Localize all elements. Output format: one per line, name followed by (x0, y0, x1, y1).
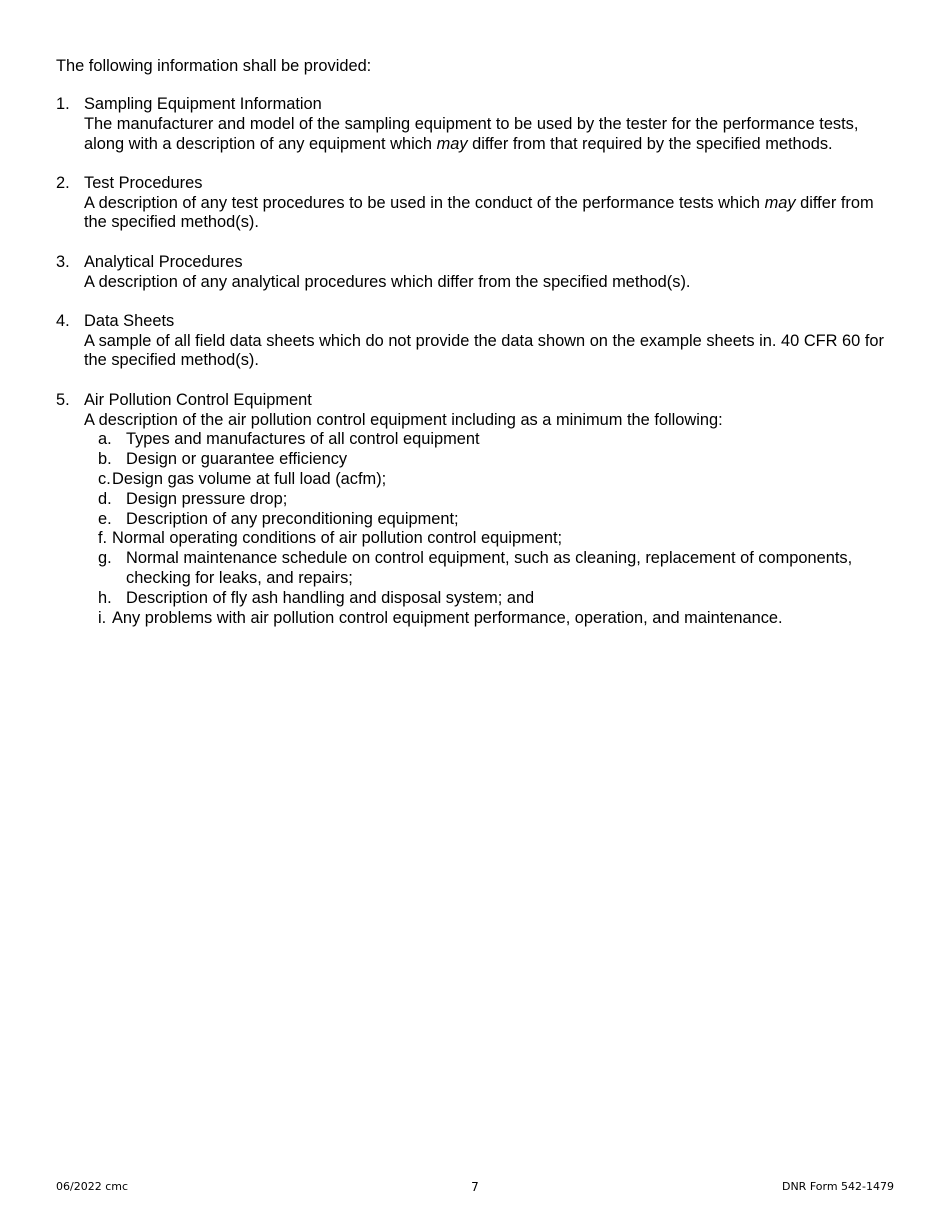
item-title: Data Sheets (84, 311, 175, 330)
sub-item-text: Any problems with air pollution control equipment performance, operation, and maintenance. (112, 608, 783, 627)
list-item (56, 312, 896, 371)
list-item (56, 95, 896, 154)
item-description (84, 194, 896, 234)
sub-item-letter: c. (98, 469, 111, 488)
description-text: A description of any analytical procedures which differ from the specified method(s). (84, 272, 691, 291)
sub-item-text: Description of fly ash handling and disposal system; and (126, 588, 535, 607)
requirements-list (56, 95, 896, 628)
sub-list-item (98, 609, 896, 629)
description-text: The manufacturer and model of the sampling equipment to be used by the tester for the performance tests, along with a description of any equipment which (84, 114, 859, 153)
list-item (56, 174, 896, 233)
page-number: 7 (471, 1180, 479, 1194)
sub-item-letter: h. (98, 588, 112, 607)
sub-list-item (98, 589, 896, 609)
sub-item-text: Normal maintenance schedule on control equipment, such as cleaning, replacement of components, checking for leaks, and repairs; (126, 549, 853, 587)
sub-list-item (98, 549, 896, 589)
item-description (84, 332, 896, 372)
item-title: Analytical Procedures (84, 252, 243, 271)
emphasis-text: may (436, 134, 468, 153)
sub-item-text: Design or guarantee efficiency (126, 450, 348, 469)
sub-item-letter: i. (98, 608, 107, 627)
item-number: 1. (56, 95, 70, 113)
item-number: 4. (56, 311, 70, 330)
form-number: DNR Form 542-1479 (781, 1180, 894, 1193)
list-item (56, 253, 896, 293)
sub-item-letter: g. (98, 549, 112, 568)
description-text: A sample of all field data sheets which do not provide the data shown on the example sheets in. 40 CFR 60 for the specified method(s). (84, 331, 884, 370)
sub-item-text: Normal operating conditions of air pollution control equipment; (112, 529, 563, 548)
item-number: 5. (56, 390, 70, 409)
intro-text: The following information shall be provided: (56, 57, 372, 75)
sub-item-letter: f. (98, 529, 108, 548)
item-title: Test Procedures (84, 173, 203, 192)
sub-item-text: Description of any preconditioning equipment; (126, 509, 459, 528)
sub-item-letter: b. (98, 450, 112, 469)
list-item (56, 391, 896, 629)
item-number: 3. (56, 252, 70, 271)
sub-list-item (98, 450, 896, 470)
description-text: differ from the specified method(s). (84, 193, 874, 232)
item-description (84, 273, 896, 293)
footer-date: 06/2022 cmc (56, 1180, 129, 1193)
sub-item-text: Types and manufactures of all control equipment (126, 430, 480, 449)
sub-list (84, 430, 896, 628)
description-text: differ from that required by the specified methods. (467, 134, 833, 153)
sub-list-item (98, 529, 896, 549)
sub-list-item (98, 510, 896, 530)
sub-item-letter: d. (98, 489, 112, 508)
sub-list-item (98, 430, 896, 450)
description-text: A description of any test procedures to be used in the conduct of the performance tests which (84, 193, 765, 212)
item-title: Sampling Equipment Information (84, 95, 322, 113)
sub-item-text: Design pressure drop; (126, 489, 288, 508)
sub-list-item (98, 490, 896, 510)
sub-item-letter: e. (98, 509, 112, 528)
item-number: 2. (56, 173, 70, 192)
sub-item-letter: a. (98, 430, 112, 449)
item-description (84, 411, 896, 431)
description-text: A description of the air pollution control equipment including as a minimum the following: (84, 410, 723, 429)
item-description (84, 115, 896, 155)
emphasis-text: may (764, 193, 796, 212)
item-title: Air Pollution Control Equipment (84, 390, 312, 409)
sub-list-item (98, 470, 896, 490)
sub-item-text: Design gas volume at full load (acfm); (112, 469, 387, 488)
